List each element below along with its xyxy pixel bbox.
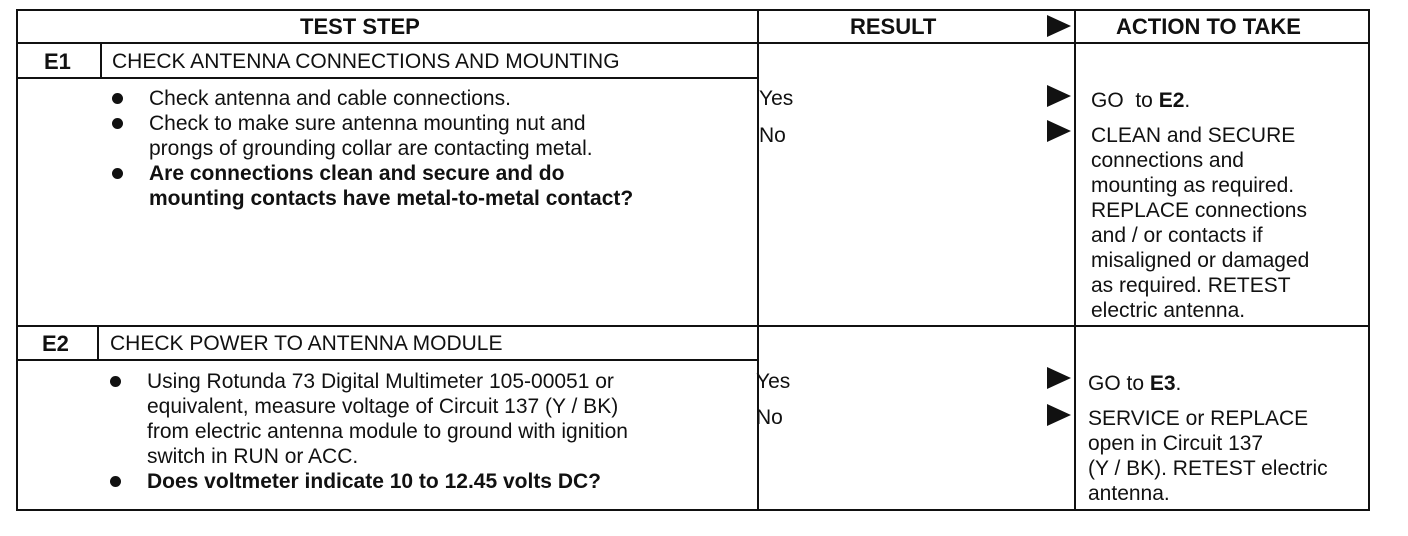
e2-yes-arrow-icon: [1047, 367, 1071, 389]
header-result: RESULT: [850, 14, 937, 39]
table-rule-left: [16, 9, 18, 511]
bullet-icon: [112, 118, 123, 129]
e1-action-yes-ref: E2: [1158, 89, 1185, 112]
e2-action-no-line-3: (Y / BK). RETEST electric: [1088, 457, 1328, 480]
e2-action-yes: [1088, 371, 1181, 396]
e2-bullet-1-line-3: from electric antenna module to ground with ignition: [147, 420, 628, 443]
e1-bullet-3-line-2: mounting contacts have metal-to-metal contact?: [149, 187, 634, 210]
e2-action-no-line-4: antenna.: [1088, 482, 1170, 505]
step-title-e2: CHECK POWER TO ANTENNA MODULE: [110, 332, 503, 355]
e1-action-yes-suffix: .: [1184, 89, 1191, 112]
e2-id-divider: [97, 326, 99, 360]
step-id-e1: E1: [44, 49, 71, 74]
header-arrow-icon: [1047, 15, 1071, 37]
header-rule: [16, 42, 1370, 44]
e2-action-no-line-1: SERVICE or REPLACE: [1088, 407, 1309, 430]
e2-action-no-line-2: open in Circuit 137: [1088, 432, 1264, 455]
e2-bullet-1-line-2: equivalent, measure voltage of Circuit 137 (Y / BK): [147, 395, 619, 418]
e2-top-rule: [16, 325, 1370, 327]
e1-action-yes-prefix: GO to: [1091, 89, 1159, 112]
e1-action-no-line-7: as required. RETEST: [1091, 274, 1291, 297]
e1-action-no-line-5: and / or contacts if: [1091, 224, 1263, 247]
diagnostic-table: [16, 9, 1370, 511]
bullet-icon: [112, 93, 123, 104]
header-action: ACTION TO TAKE: [1116, 14, 1301, 39]
e1-action-no-line-6: misaligned or damaged: [1091, 249, 1310, 272]
e1-action-no-line-3: mounting as required.: [1091, 174, 1295, 197]
e2-bullet-1-line-4: switch in RUN or ACC.: [147, 445, 359, 468]
table-rule-right: [1368, 9, 1370, 511]
e1-yes-arrow-icon: [1047, 85, 1071, 107]
e2-action-yes-ref: E3: [1149, 372, 1176, 395]
e1-bullet-2-line-2: prongs of grounding collar are contacting metal.: [149, 137, 593, 160]
e1-action-no-line-4: REPLACE connections: [1091, 199, 1307, 222]
table-rule-top: [16, 9, 1370, 11]
e1-action-no-line-2: connections and: [1091, 149, 1244, 172]
e1-id-divider: [100, 43, 102, 78]
step-title-e1: CHECK ANTENNA CONNECTIONS AND MOUNTING: [112, 50, 620, 73]
e2-no-arrow-icon: [1047, 404, 1071, 426]
action-col-divider: [1074, 9, 1076, 511]
e2-result-yes: Yes: [756, 370, 791, 393]
e1-action-no-line-8: electric antenna.: [1091, 299, 1246, 322]
e1-no-arrow-icon: [1047, 120, 1071, 142]
e2-bullet-2-line-1: Does voltmeter indicate 10 to 12.45 volts DC?: [147, 470, 601, 493]
e1-bullet-1-line-1: Check antenna and cable connections.: [149, 87, 511, 110]
result-col-divider: [757, 9, 759, 511]
bullet-icon: [110, 476, 121, 487]
header-test-step: TEST STEP: [300, 14, 420, 39]
bullet-icon: [110, 376, 121, 387]
e2-result-no: No: [756, 406, 783, 429]
e2-bullet-1-line-1: Using Rotunda 73 Digital Multimeter 105-00051 or: [147, 370, 614, 393]
e1-bullet-3-line-1: Are connections clean and secure and do: [149, 162, 565, 185]
e1-action-no-line-1: CLEAN and SECURE: [1091, 124, 1296, 147]
e1-result-yes: Yes: [759, 87, 794, 110]
e1-action-yes: [1091, 88, 1190, 113]
bullet-icon: [112, 168, 123, 179]
e2-title-rule: [16, 359, 757, 361]
e1-bullet-2-line-1: Check to make sure antenna mounting nut and: [149, 112, 586, 135]
e2-action-yes-prefix: GO to: [1088, 372, 1150, 395]
table-rule-bottom: [16, 509, 1370, 511]
e2-action-yes-suffix: .: [1175, 372, 1182, 395]
e1-result-no: No: [759, 124, 786, 147]
step-id-e2: E2: [42, 331, 69, 356]
e1-title-rule: [16, 77, 757, 79]
